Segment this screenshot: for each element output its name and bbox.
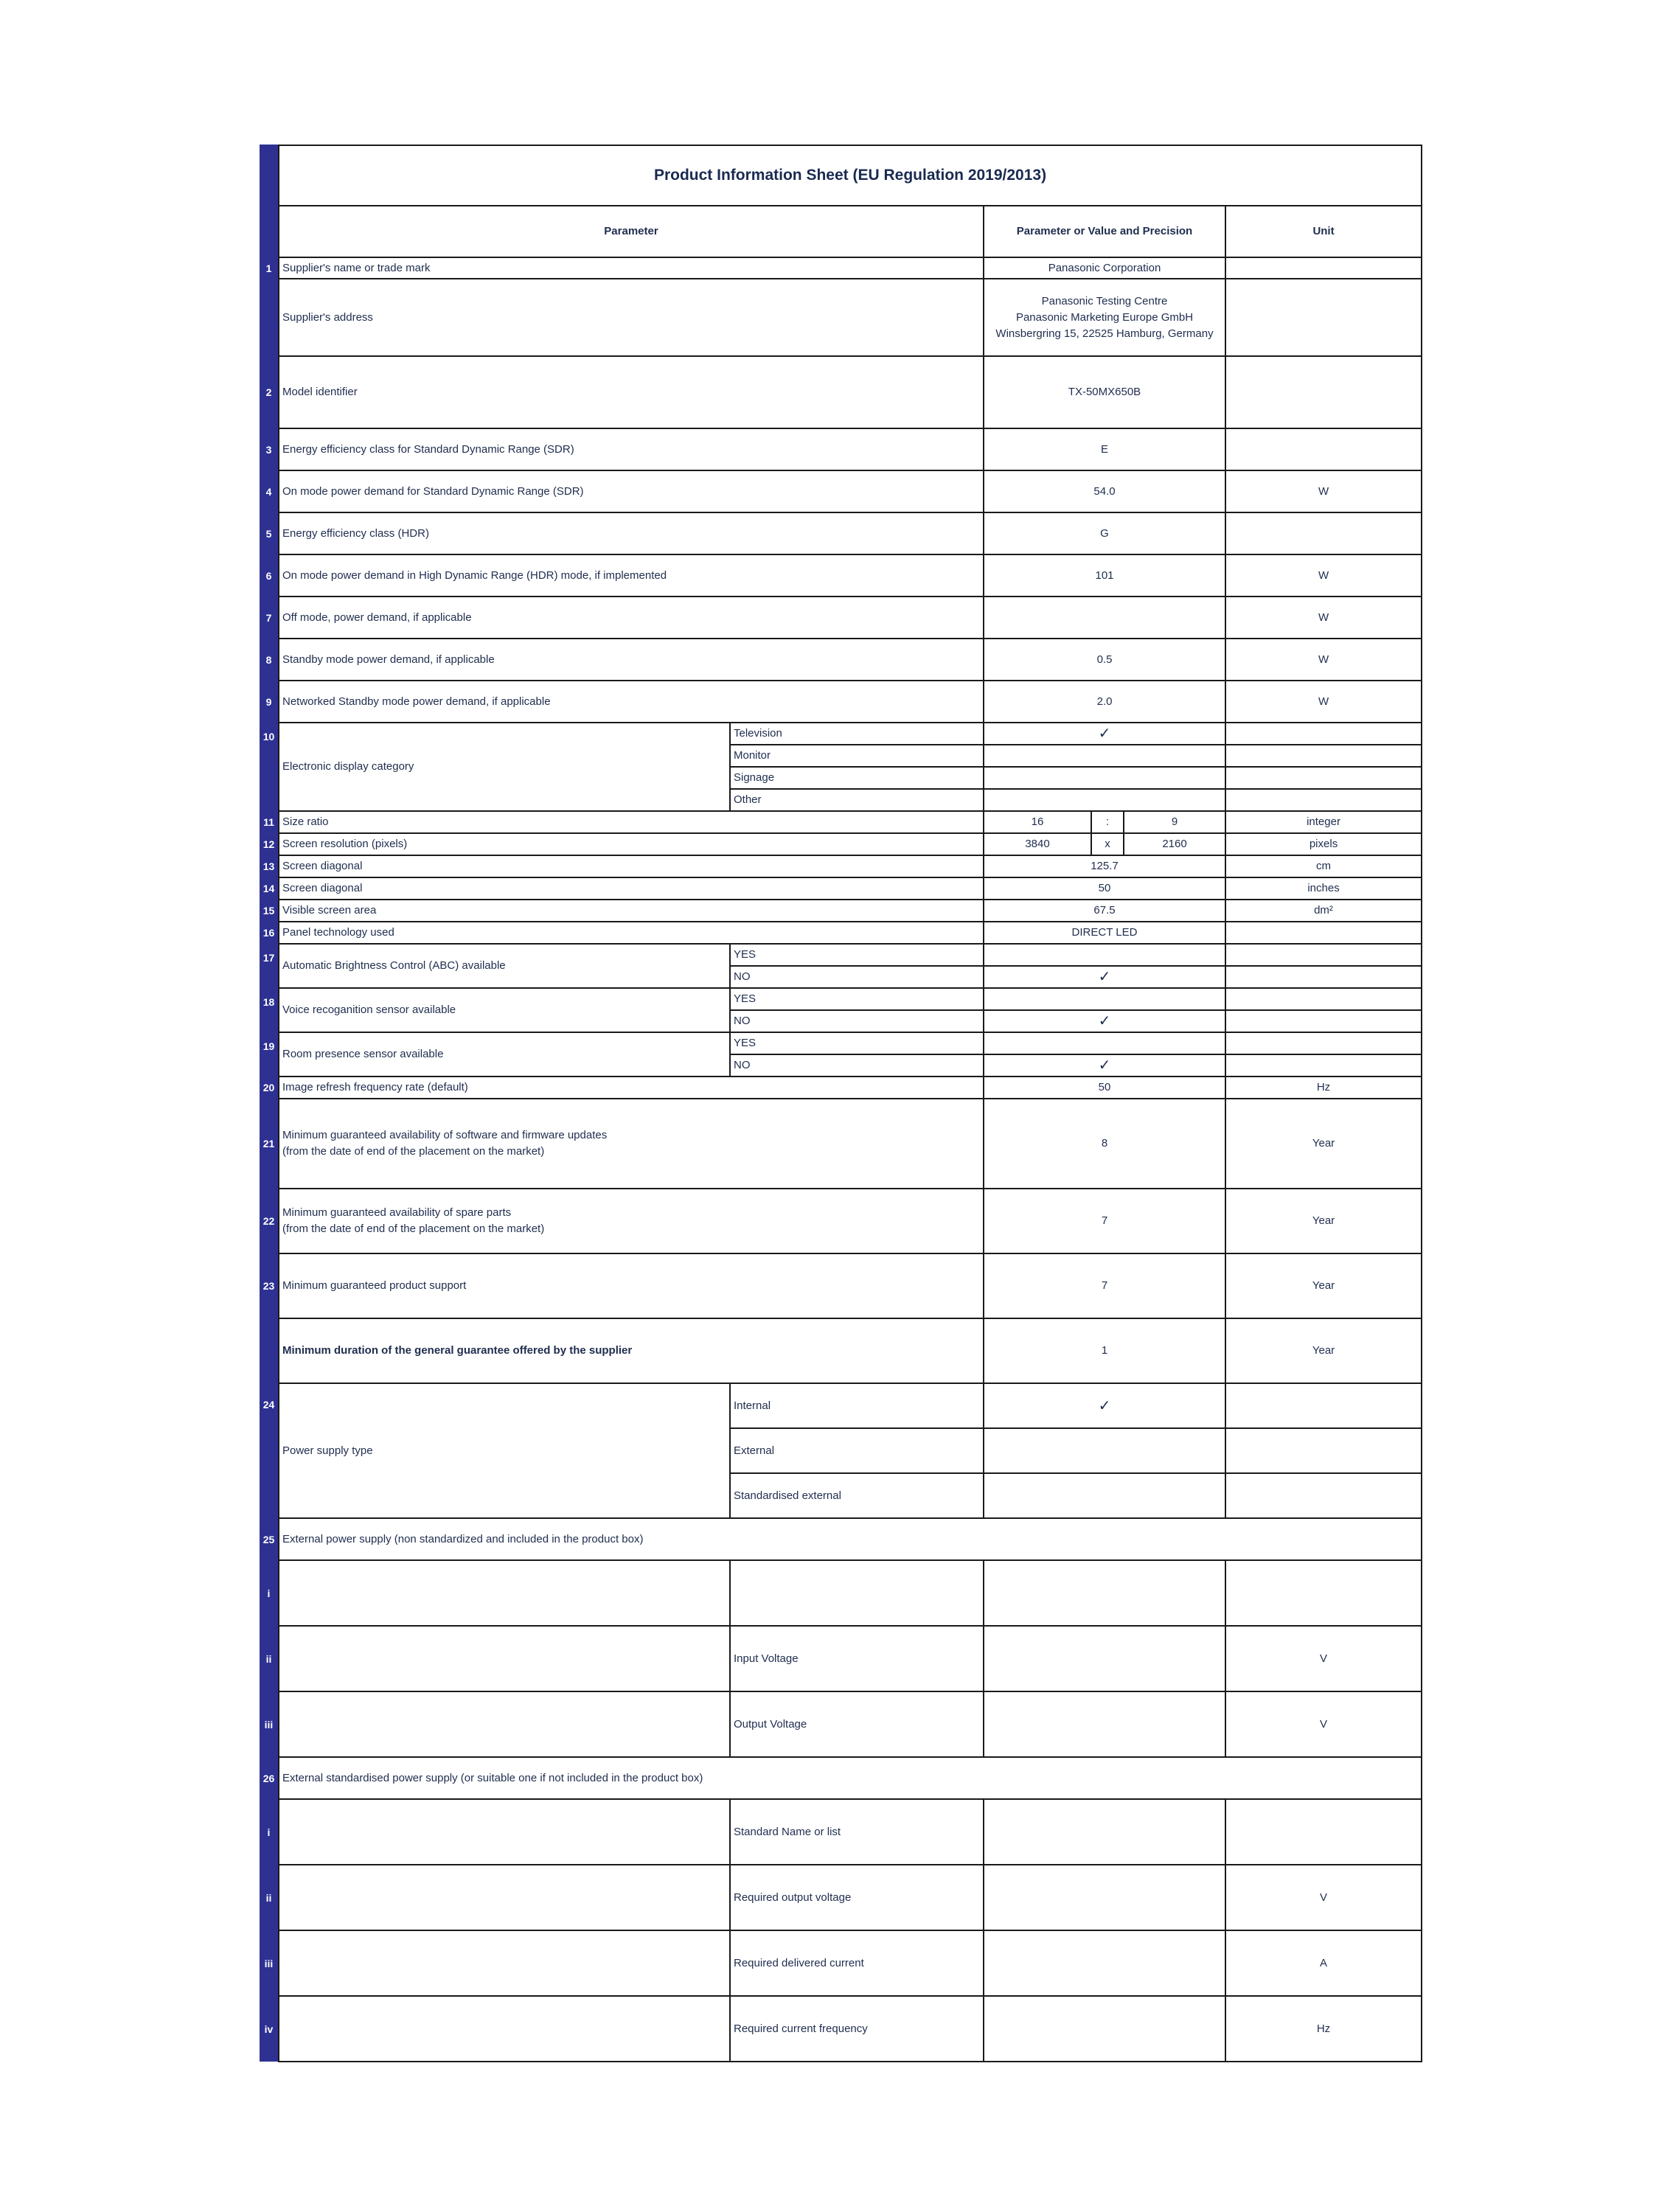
row-unit: W — [1225, 681, 1422, 723]
row-value-spare-parts: 7 — [984, 1189, 1225, 1253]
row-label-abc: Automatic Brightness Control (ABC) available — [279, 944, 730, 988]
row-number: i — [260, 1560, 279, 1626]
row-value-supplier-address — [984, 279, 1225, 356]
row-value-sdr-power: 54.0 — [984, 470, 1225, 512]
row-number: ii — [260, 1865, 279, 1930]
row-number: 25 — [260, 1518, 279, 1560]
sub-label — [730, 1560, 984, 1626]
row-number: 15 — [260, 900, 279, 922]
sub-label: Required current frequency — [730, 1996, 984, 2062]
row-unit: dm² — [1225, 900, 1422, 922]
row-number: 21 — [260, 1099, 279, 1189]
option-no: NO — [730, 1054, 984, 1077]
row-value-hdr-power: 101 — [984, 554, 1225, 597]
row-label-size-ratio: Size ratio — [279, 811, 984, 833]
row-number: i — [260, 1799, 279, 1865]
row-unit: Year — [1225, 1099, 1422, 1189]
row-label-screen-area: Visible screen area — [279, 900, 984, 922]
option-label: Monitor — [730, 745, 984, 767]
sheet-title: Product Information Sheet (EU Regulation 2019/2013) — [279, 145, 1422, 206]
info-table — [260, 145, 1422, 2062]
row-value-standby: 0.5 — [984, 639, 1225, 681]
row-unit: V — [1225, 1865, 1422, 1930]
sub-label: Output Voltage — [730, 1691, 984, 1757]
row-number: 11 — [260, 811, 279, 833]
row-unit: W — [1225, 597, 1422, 639]
sub-label: Required output voltage — [730, 1865, 984, 1930]
row-value-diagonal-inch: 50 — [984, 877, 1225, 900]
row-unit: A — [1225, 1930, 1422, 1996]
header-value: Parameter or Value and Precision — [984, 206, 1225, 257]
row-label-diagonal-inch: Screen diagonal — [279, 877, 984, 900]
row-label-supplier-address: Supplier's address — [279, 279, 984, 356]
option-yes: YES — [730, 1032, 984, 1054]
section-label-standardised-psu: External standardised power supply (or suitable one if not included in the product box) — [279, 1757, 1422, 1799]
option-yes: YES — [730, 944, 984, 966]
label-line: (from the date of end of the placement on the market) — [282, 1145, 545, 1158]
row-label-power-supply: Power supply type — [279, 1383, 730, 1518]
row-number: 19 — [260, 1032, 279, 1077]
row-value-sdr-class: E — [984, 428, 1225, 470]
option-label: Internal — [730, 1383, 984, 1428]
row-value-supplier-name: Panasonic Corporation — [984, 257, 1225, 279]
row-label-hdr-class: Energy efficiency class (HDR) — [279, 512, 984, 554]
row-label-supplier-name: Supplier's name or trade mark — [279, 257, 984, 279]
row-number: 23 — [260, 1253, 279, 1318]
row-number: 5 — [260, 512, 279, 554]
row-number: 16 — [260, 922, 279, 944]
resolution-height: 2160 — [1124, 833, 1225, 855]
row-label-model: Model identifier — [279, 356, 984, 428]
row-number: 24 — [260, 1383, 279, 1518]
row-number: 4 — [260, 470, 279, 512]
row-label-sdr-class: Energy efficiency class for Standard Dynamic Range (SDR) — [279, 428, 984, 470]
address-line: Panasonic Testing Centre — [1041, 294, 1168, 307]
option-label: Other — [730, 789, 984, 811]
check-icon: ✓ — [984, 966, 1225, 988]
sub-label: Standard Name or list — [730, 1799, 984, 1865]
ratio-a: 16 — [984, 811, 1091, 833]
row-unit: W — [1225, 639, 1422, 681]
option-label: Television — [730, 723, 984, 745]
row-unit — [1225, 1799, 1422, 1865]
row-number: ii — [260, 1626, 279, 1691]
header-unit: Unit — [1225, 206, 1422, 257]
row-number: 12 — [260, 833, 279, 855]
row-unit: Hz — [1225, 1077, 1422, 1099]
section-label-external-psu: External power supply (non standardized and included in the product box) — [279, 1518, 1422, 1560]
row-number: 18 — [260, 988, 279, 1032]
row-number: 8 — [260, 639, 279, 681]
ratio-sep: : — [1091, 811, 1124, 833]
option-label: External — [730, 1428, 984, 1473]
product-information-sheet — [260, 145, 1422, 2062]
row-label-product-support: Minimum guaranteed product support — [279, 1253, 984, 1318]
row-number: 2 — [260, 356, 279, 428]
sub-label: Input Voltage — [730, 1626, 984, 1691]
row-number: iv — [260, 1996, 279, 2062]
resolution-sep: x — [1091, 833, 1124, 855]
row-label-refresh-rate: Image refresh frequency rate (default) — [279, 1077, 984, 1099]
check-icon: ✓ — [984, 723, 1225, 745]
row-label-software-updates — [279, 1099, 984, 1189]
row-number: 7 — [260, 597, 279, 639]
row-label-voice-sensor: Voice recoganition sensor available — [279, 988, 730, 1032]
row-value-screen-area: 67.5 — [984, 900, 1225, 922]
row-unit: inches — [1225, 877, 1422, 900]
row-value-product-support: 7 — [984, 1253, 1225, 1318]
row-number: iii — [260, 1691, 279, 1757]
row-unit — [1225, 1560, 1422, 1626]
row-unit: Hz — [1225, 1996, 1422, 2062]
row-unit: V — [1225, 1691, 1422, 1757]
row-unit: cm — [1225, 855, 1422, 877]
row-unit: V — [1225, 1626, 1422, 1691]
row-value-guarantee: 1 — [984, 1318, 1225, 1383]
row-number: 10 — [260, 723, 279, 811]
option-no: NO — [730, 966, 984, 988]
row-number: 22 — [260, 1189, 279, 1253]
row-unit: Year — [1225, 1253, 1422, 1318]
option-label: Signage — [730, 767, 984, 789]
option-label: Standardised external — [730, 1473, 984, 1518]
label-line: Minimum guaranteed availability of software and firmware updates — [282, 1129, 608, 1141]
check-icon: ✓ — [984, 1054, 1225, 1077]
row-number: 14 — [260, 877, 279, 900]
option-no: NO — [730, 1010, 984, 1032]
row-label-off-mode: Off mode, power demand, if applicable — [279, 597, 984, 639]
row-unit: Year — [1225, 1189, 1422, 1253]
check-icon: ✓ — [984, 1383, 1225, 1428]
row-label-panel-tech: Panel technology used — [279, 922, 984, 944]
ratio-b: 9 — [1124, 811, 1225, 833]
row-label-diagonal-cm: Screen diagonal — [279, 855, 984, 877]
row-label-spare-parts — [279, 1189, 984, 1253]
row-number: iii — [260, 1930, 279, 1996]
row-unit: W — [1225, 470, 1422, 512]
row-unit: integer — [1225, 811, 1422, 833]
resolution-width: 3840 — [984, 833, 1091, 855]
row-label-guarantee: Minimum duration of the general guarantee offered by the supplier — [279, 1318, 984, 1383]
row-value-networked-standby: 2.0 — [984, 681, 1225, 723]
row-label-networked-standby: Networked Standby mode power demand, if applicable — [279, 681, 984, 723]
row-number: 13 — [260, 855, 279, 877]
row-value-off-mode — [984, 597, 1225, 639]
row-value-software-updates: 8 — [984, 1099, 1225, 1189]
row-label-resolution: Screen resolution (pixels) — [279, 833, 984, 855]
label-line: (from the date of end of the placement on the market) — [282, 1222, 545, 1235]
header-parameter: Parameter — [279, 206, 984, 257]
row-number: 3 — [260, 428, 279, 470]
row-label-standby: Standby mode power demand, if applicable — [279, 639, 984, 681]
row-number: 20 — [260, 1077, 279, 1099]
row-value-hdr-class: G — [984, 512, 1225, 554]
row-unit: W — [1225, 554, 1422, 597]
row-unit: pixels — [1225, 833, 1422, 855]
row-value-diagonal-cm: 125.7 — [984, 855, 1225, 877]
row-number: 26 — [260, 1757, 279, 1799]
row-value-panel-tech: DIRECT LED — [984, 922, 1225, 944]
row-unit: Year — [1225, 1318, 1422, 1383]
sub-label: Required delivered current — [730, 1930, 984, 1996]
row-number: 9 — [260, 681, 279, 723]
row-value-refresh-rate: 50 — [984, 1077, 1225, 1099]
row-label-display-category: Electronic display category — [279, 723, 730, 811]
row-number: 17 — [260, 944, 279, 988]
label-line: Minimum guaranteed availability of spare parts — [282, 1206, 512, 1219]
row-value-model: TX-50MX650B — [984, 356, 1225, 428]
address-line: Panasonic Marketing Europe GmbH — [1015, 310, 1194, 324]
row-number: 6 — [260, 554, 279, 597]
check-icon: ✓ — [984, 1010, 1225, 1032]
address-line: Winsbergring 15, 22525 Hamburg, Germany — [995, 327, 1214, 340]
option-yes: YES — [730, 988, 984, 1010]
row-label-hdr-power: On mode power demand in High Dynamic Range (HDR) mode, if implemented — [279, 554, 984, 597]
row-label-sdr-power: On mode power demand for Standard Dynamic Range (SDR) — [279, 470, 984, 512]
row-label-presence-sensor: Room presence sensor available — [279, 1032, 730, 1077]
row-number: 1 — [260, 257, 279, 279]
